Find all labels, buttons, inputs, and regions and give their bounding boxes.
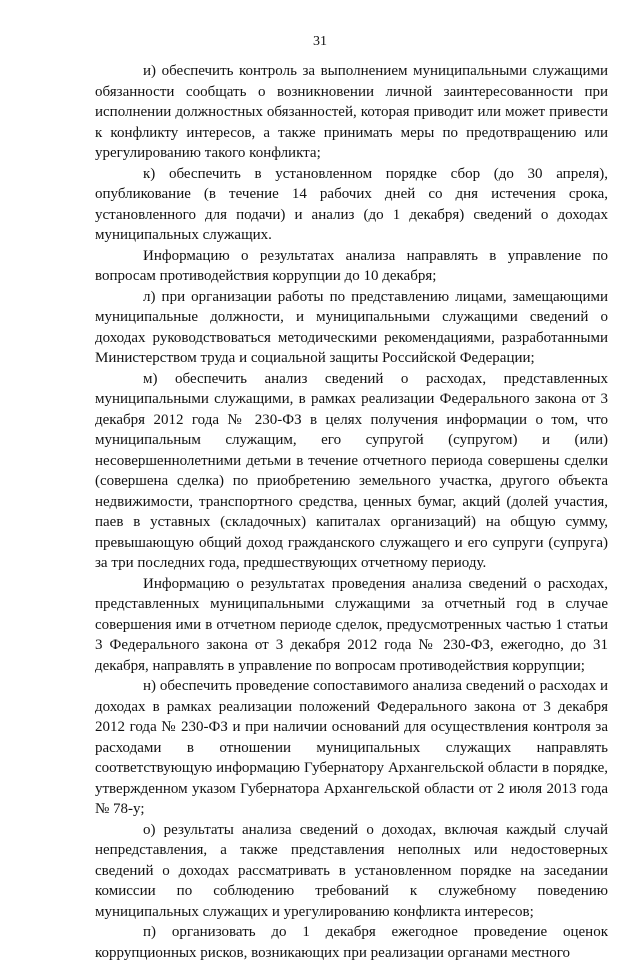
document-body [95, 61, 608, 963]
paragraph-l: л) при организации работы по представлению лицами, замещающими муниципальные должности, и муниципальными служащими сведений о доходах руководствоваться методическими рекомендациями, разработанными Министерством труда и социальной защиты Российской Федерации; [95, 288, 608, 366]
paragraph-k: к) обеспечить в установленном порядке сбор (до 30 апреля), опубликование (в течение 14 рабочих дней со дня истечения срока, установленного для подачи) и анализ (до 1 декабря) сведений о доходах муниципальных служащих. [95, 165, 608, 243]
paragraph-n: н) обеспечить проведение сопоставимого анализа сведений о расходах и доходах в рамках реализации положений Федерального закона от 3 декабря 2012 года № 230-ФЗ и при наличии оснований для осуществления контроля за расходами в отношении муниципальных служащих направлять соответствующую информацию Губернатору Архангельской области в порядке, утвержденном указом Губернатора Архангельской области от 2 июля 2013 года № 78-у; [95, 678, 608, 817]
paragraph-i: и) обеспечить контроль за выполнением муниципальными служащими обязанности сообщать о возникновении личной заинтересованности при исполнении должностных обязанностей, которая приводит или может привести к конфликту интересов, а также принимать меры по предотвращению или урегулированию такого конфликта; [95, 63, 608, 161]
paragraph-k-info: Информацию о результатах анализа направлять в управление по вопросам противодействия коррупции до 10 декабря; [95, 247, 608, 284]
paragraph-o: о) результаты анализа сведений о доходах, включая каждый случай непредставления, а также представления неполных или недостоверных сведений о доходах рассматривать в установленном порядке на заседании комиссии по соблюдению требований к служебному поведению муниципальных служащих и урегулированию конфликта интересов; [95, 821, 608, 920]
paragraph-p: п) организовать до 1 декабря ежегодное проведение оценок коррупционных рисков, возникающих при реализации органами местного [95, 924, 608, 961]
paragraph-m: м) обеспечить анализ сведений о расходах, представленных муниципальными служащими, в рамках реализации Федерального закона от 3 декабря 2012 года № 230-ФЗ в целях получения информации о том, что муниципальным служащим, его супругой (супругом) и (или) несовершеннолетними детьми в течение отчетного периода совершены сделки (совершена сделка) по приобретению земельного участка, другого объекта недвижимости, транспортного средства, ценных бумаг, акций (долей участия, паев в уставных (складочных) капиталах организаций) на общую сумму, превышающую общий доход гражданского служащего и его супруги (супруга) за три последних года, предшествующих отчетному периоду. [95, 370, 608, 571]
page-number: 31 [313, 34, 327, 49]
paragraph-m-info: Информацию о результатах проведения анализа сведений о расходах, представленных муниципальными служащими за отчетный год в случае совершения ими в отчетном периоде сделок, предусмотренных частью 1 статьи 3 Федерального закона от 3 декабря 2012 года № 230-ФЗ, ежегодно, до 31 декабря, направлять в управление по вопросам противодействия коррупции; [95, 575, 608, 674]
